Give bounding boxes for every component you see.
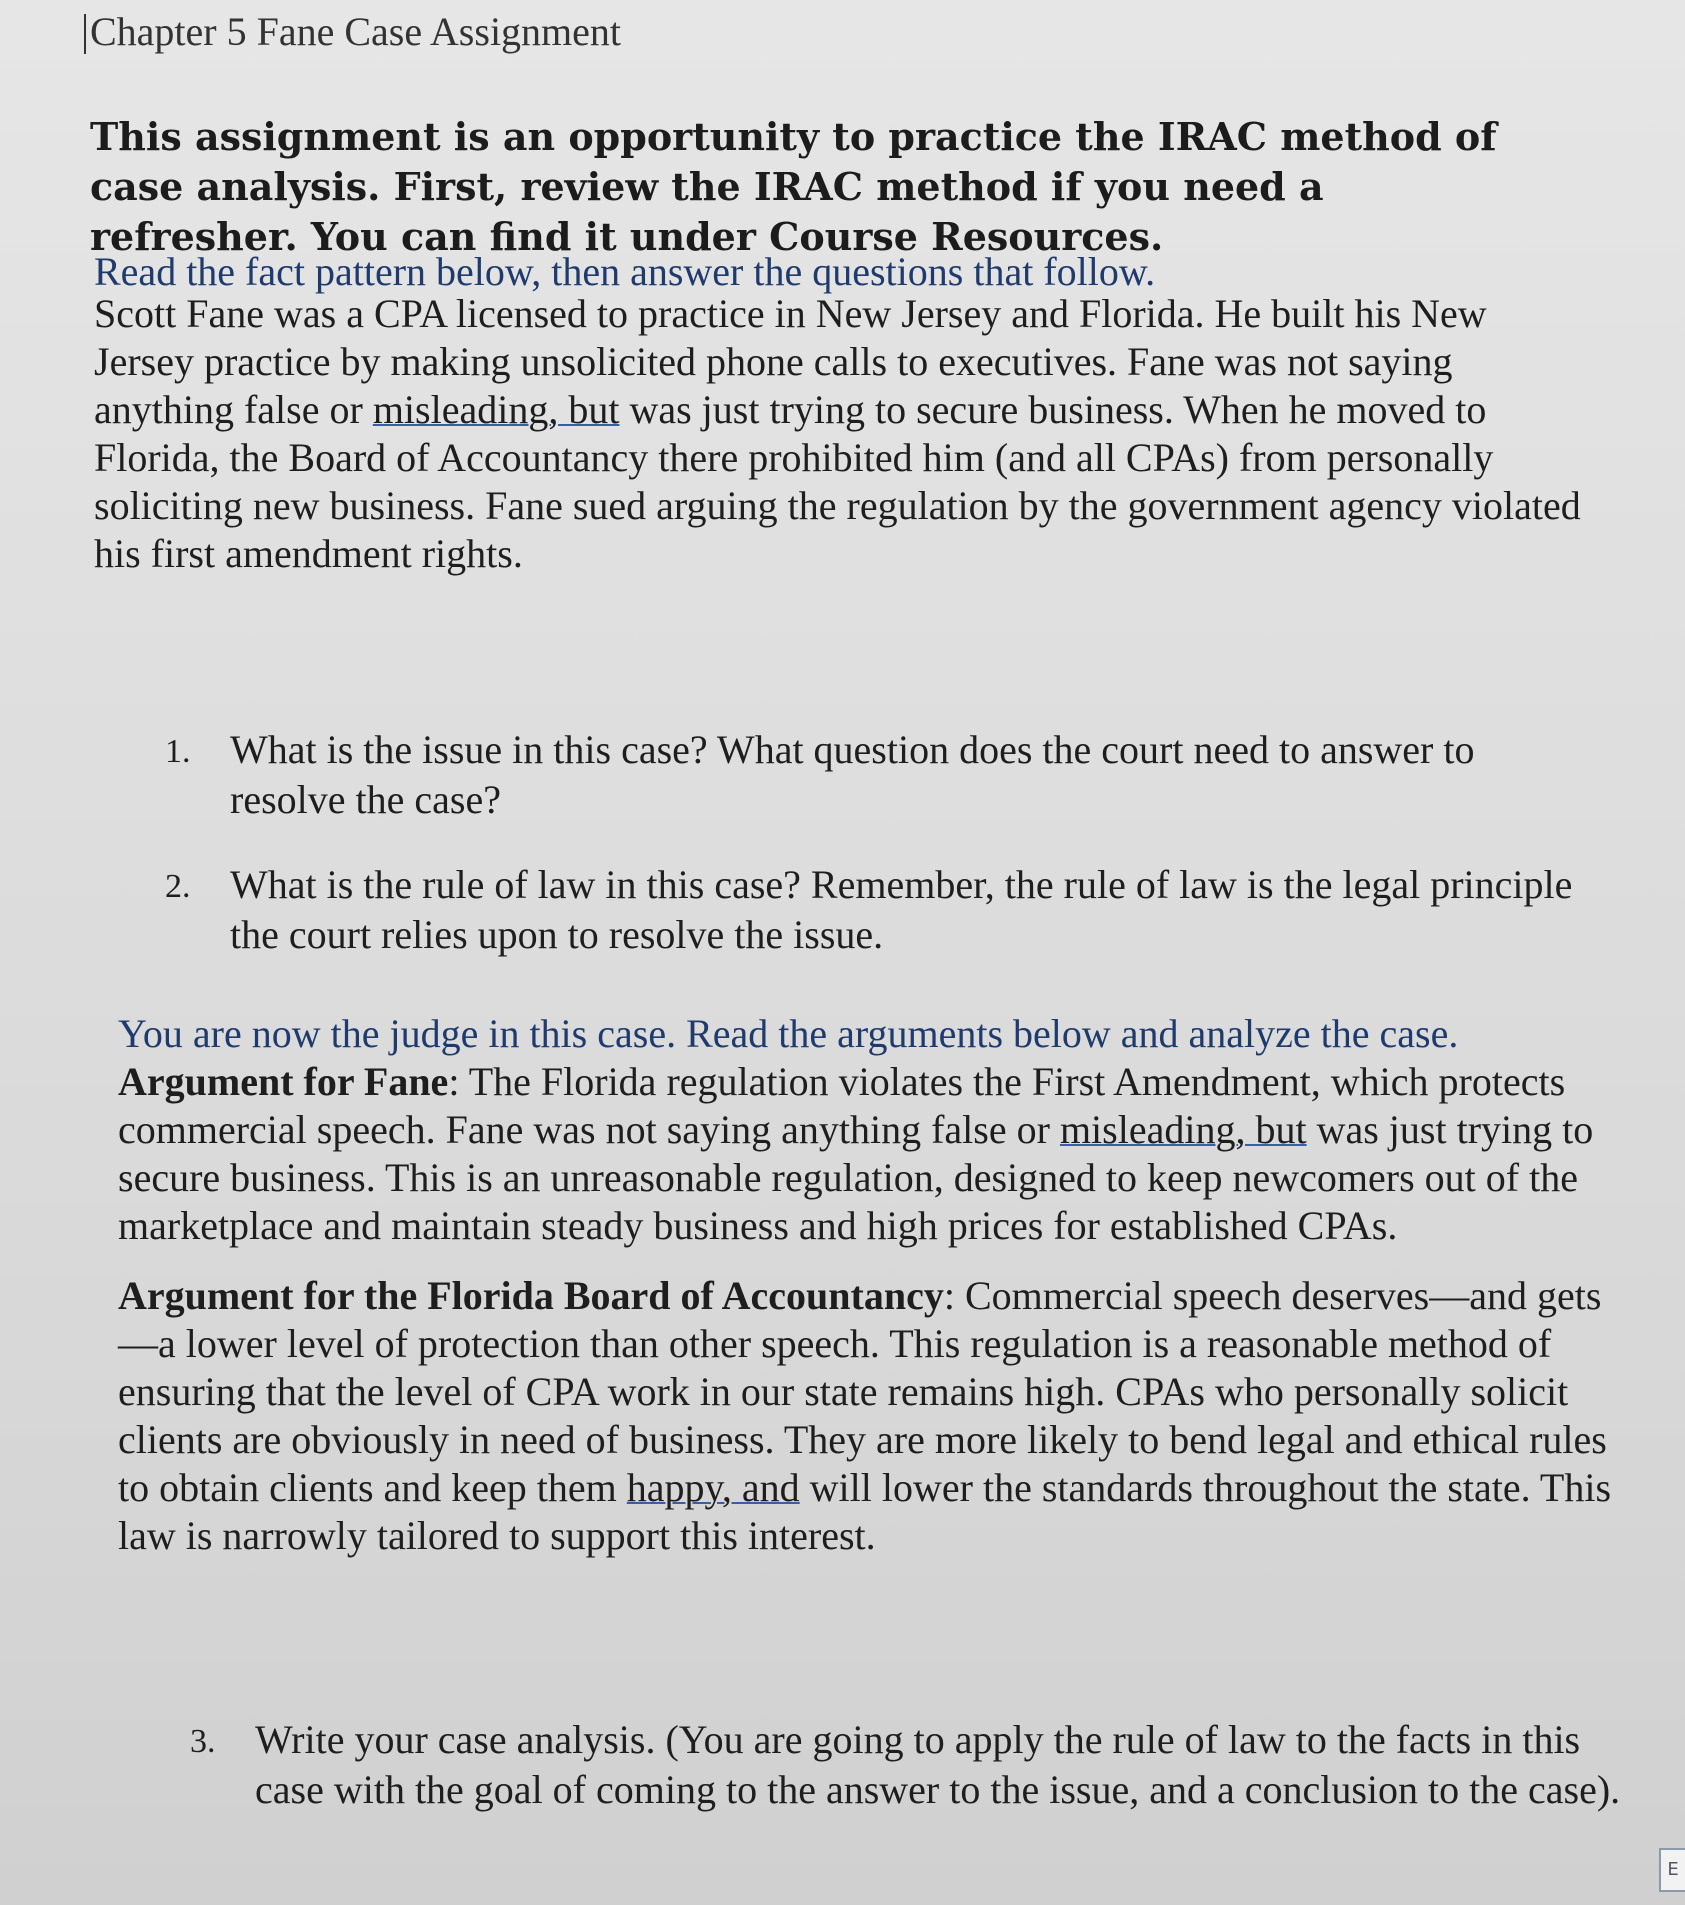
side-panel-tab[interactable]: E bbox=[1659, 1848, 1685, 1892]
argument-fane-text: : The Florida regulation violates the First Amendment, which protects commercial speech. Fane was not saying anything false or bbox=[118, 1059, 1566, 1152]
argument-board bbox=[118, 1272, 1618, 1560]
arguments-section bbox=[118, 1010, 1618, 1560]
question-number: 1. bbox=[165, 733, 191, 770]
judge-prompt: You are now the judge in this case. Read the arguments below and analyze the case. bbox=[118, 1011, 1459, 1056]
question-text: What is the rule of law in this case? Remember, the rule of law is the legal principle the court relies upon to resolve the issue. bbox=[230, 862, 1573, 957]
question-number: 2. bbox=[165, 868, 191, 905]
question-1 bbox=[165, 725, 1595, 825]
question-2 bbox=[165, 860, 1595, 960]
fact-pattern-underlined: misleading, but bbox=[372, 387, 620, 432]
question-text: What is the issue in this case? What question does the court need to answer to resolve the case? bbox=[230, 727, 1475, 822]
fact-pattern bbox=[94, 290, 1594, 578]
argument-fane-text-end: was just trying to secure business. This is an unreasonable regulation, designed to keep newcomers out of the marketplace and maintain steady business and high prices for established CPAs. bbox=[118, 1107, 1594, 1248]
fact-pattern-text: Scott Fane was a CPA licensed to practice in New Jersey and Florida. He built his New Jersey practice by making unsolicited phone calls to executives. Fane was not saying anything false or bbox=[94, 291, 1487, 432]
question-text: Write your case analysis. (You are going to apply the rule of law to the facts in this case with the goal of coming to the answer to the issue, and a conclusion to the case). bbox=[255, 1717, 1621, 1812]
argument-board-text-end: will lower the standards throughout the state. This law is narrowly tailored to support this interest. bbox=[118, 1465, 1612, 1558]
question-3 bbox=[190, 1715, 1630, 1815]
fact-prompt: Read the fact pattern below, then answer the questions that follow. bbox=[94, 249, 1156, 294]
paragraph-gap bbox=[118, 1250, 1618, 1272]
argument-board-text: : Commercial speech deserves—and gets—a lower level of protection than other speech. This regulation is a reasonable method of ensuring that the level of CPA work in our state remains high. CPAs who personally solicit clients are obviously in need of business. They are more likely to bend legal and ethical rules to obtain clients and keep them bbox=[118, 1273, 1607, 1510]
question-number: 3. bbox=[190, 1723, 216, 1760]
argument-fane-label: Argument for Fane bbox=[118, 1059, 449, 1104]
argument-board-underlined: happy, and bbox=[626, 1465, 800, 1510]
argument-fane-underlined: misleading, but bbox=[1059, 1107, 1307, 1152]
text-cursor bbox=[84, 14, 86, 54]
argument-fane bbox=[118, 1058, 1618, 1250]
fact-section bbox=[94, 249, 1594, 578]
page-title: Chapter 5 Fane Case Assignment bbox=[90, 9, 622, 54]
intro-paragraph: This assignment is an opportunity to practice the IRAC method of case analysis. First, review the IRAC method if you need a refresher. You can find it under Course Resources. bbox=[90, 114, 1497, 259]
argument-board-label: Argument for the Florida Board of Accountancy bbox=[118, 1273, 944, 1318]
fact-pattern-text-end: was just trying to secure business. When he moved to Florida, the Board of Accountancy there prohibited him (and all CPAs) from personally soliciting new business. Fane sued arguing the regulation by the government agency violated his first amendment rights. bbox=[94, 387, 1581, 576]
